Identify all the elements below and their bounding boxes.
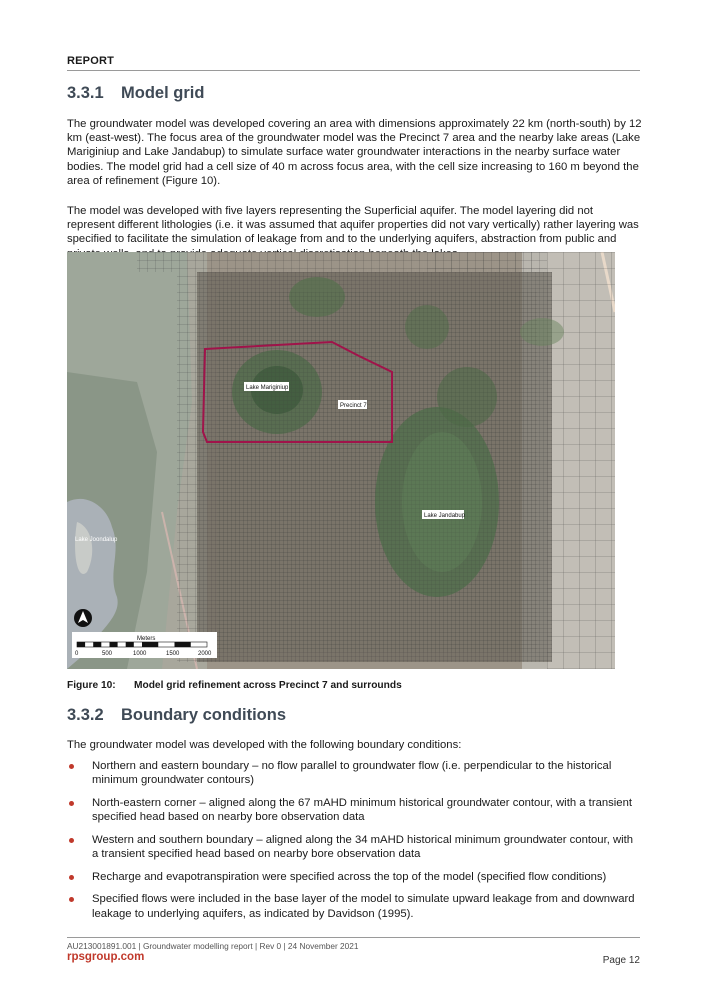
svg-text:1000: 1000 [133,651,147,657]
label-lake-mariginiup [244,382,289,391]
header-divider [67,70,640,71]
list-item: Northern and eastern boundary – no flow parallel to groundwater flow (i.e. perpendicular to the historical minimum groundwater contours) [67,759,642,787]
section-number: 3.3.2 [67,706,104,724]
list-item: Western and southern boundary – aligned along the 34 mAHD historical minimum groundwater contour, with a transient specified head based on nearby bore observation data [67,833,642,861]
bullet-icon [69,897,74,902]
section-title: Boundary conditions [121,706,286,724]
model-grid-paragraph-1: The groundwater model was developed covering an area with dimensions approximately 22 km (north-south) by 12 km (east-west). The focus area of the groundwater model was the Precinct 7 area and the nearby lake areas (Lake Mariginiup and Lake Jandabup) to simulate surface water groundwater interactions in the nearby surface water bodies. The model grid had a cell size of 40 m across focus area, with the cell size increasing to 160 m beyond the area of refinement (Figure 10). [67,118,642,187]
list-item: Recharge and evapotranspiration were specified across the top of the model (specified flow conditions) [67,870,642,884]
section-title: Model grid [121,84,205,102]
bullet-icon [69,838,74,843]
model-grid-figure [67,252,615,669]
boundary-conditions-list [67,759,642,929]
label-precinct-7 [338,400,367,409]
footer-website-link[interactable]: rpsgroup.com [67,951,145,963]
svg-text:Lake Joondalup: Lake Joondalup [75,537,118,543]
footer-doc-info: AU213001891.001 | Groundwater modelling report | Rev 0 | 24 November 2021 [67,941,359,951]
section-3-3-2-heading [67,706,286,725]
label-lake-joondalup [75,537,118,543]
section-number: 3.3.1 [67,84,104,102]
report-header-label: REPORT [67,55,115,67]
page-number: Page 12 [602,955,640,966]
bullet-icon [69,875,74,880]
svg-text:Lake Mariginiup: Lake Mariginiup [246,385,289,391]
figure-caption-text: Model grid refinement across Precinct 7 and surrounds [134,680,402,691]
svg-text:Lake Jandabup: Lake Jandabup [424,513,466,519]
footer-divider [67,937,640,938]
model-grid-paragraph-2: The model was developed with five layers representing the Superficial aquifer. The model layering did not represent different lithologies (i.e. it was assumed that aquifer properties did not vary vertically) rather layering was specified to facilitate the simulation of leakage from and to the underlying aquifers, abstraction from public and [67,205,639,246]
bullet-icon [69,764,74,769]
bullet-icon [69,801,74,806]
figure-label: Figure 10: [67,680,116,691]
svg-text:2000: 2000 [198,651,212,657]
figure-caption [67,680,402,691]
svg-text:0: 0 [75,651,79,657]
section-3-3-1-heading [67,84,204,103]
svg-text:Precinct 7: Precinct 7 [340,403,367,409]
label-lake-jandabup [422,510,466,519]
svg-text:500: 500 [102,651,113,657]
boundary-intro: The groundwater model was developed with the following boundary conditions: [67,739,462,751]
list-item: Specified flows were included in the base layer of the model to simulate upward leakage from and downward leakage to underlying aquifers, as indicated by Davidson (1995). [67,892,642,920]
north-arrow-icon [74,609,92,627]
scale-bar-unit: Meters [137,636,156,642]
list-item: North-eastern corner – aligned along the 67 mAHD minimum historical groundwater contour, with a transient specified head based on nearby bore observation data [67,796,642,824]
svg-text:1500: 1500 [166,651,180,657]
scale-bar [72,632,217,658]
